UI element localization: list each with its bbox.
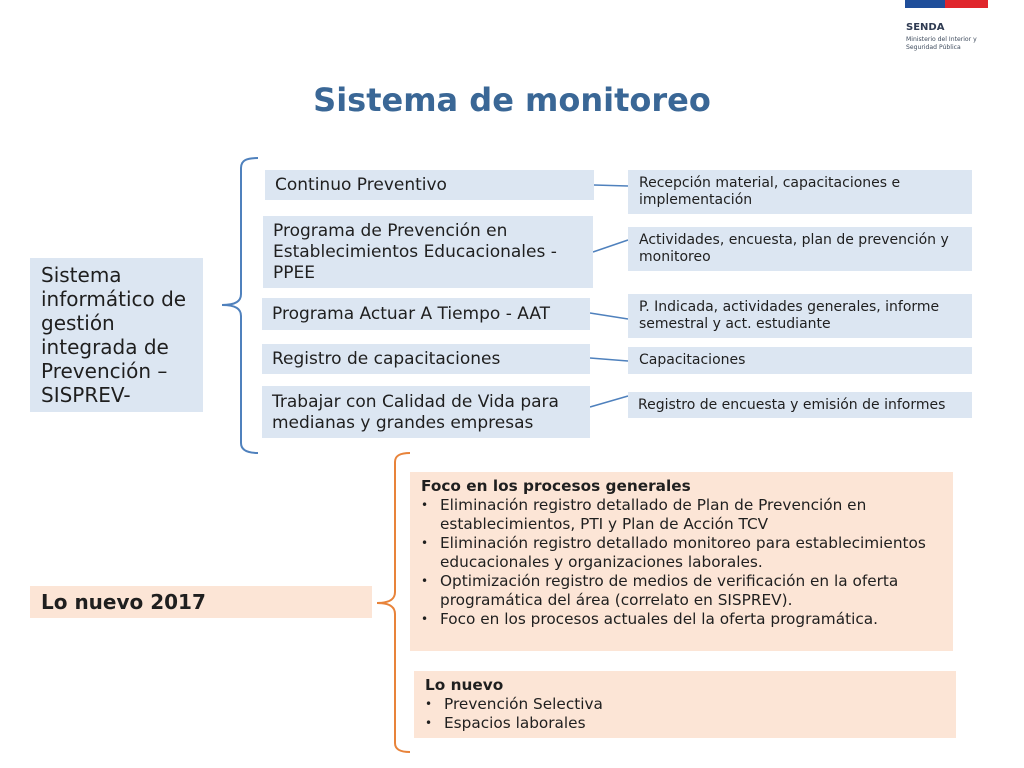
- program-box-continuo-preventivo: Continuo Preventivo: [265, 170, 594, 200]
- records-box-ppee: Actividades, encuesta, plan de prevención y monitoreo: [628, 227, 972, 271]
- program-box-ppee: Programa de Prevención en Establecimientos Educacionales - PPEE: [263, 216, 593, 288]
- slide-title: Sistema de monitoreo: [313, 81, 711, 119]
- logo-flag-blue-stripe: [905, 0, 945, 8]
- records-box-registro-capacitaciones: Capacitaciones: [628, 347, 972, 374]
- records-box-calidad-de-vida: Registro de encuesta y emisión de informes: [628, 392, 972, 418]
- new-items-bullet: • Prevención Selectiva: [425, 695, 948, 714]
- new-items-heading: Lo nuevo: [425, 676, 504, 694]
- logo-name: SENDA: [906, 22, 945, 33]
- connector-line-continuo: [594, 185, 628, 186]
- general-focus-bullet: • Foco en los procesos actuales del la oferta programática.: [421, 610, 945, 629]
- general-focus-bullet: • Eliminación registro detallado monitoreo para establecimientos educacionales y organizaciones laborales.: [421, 534, 945, 572]
- news-2017-curly-bracket: [377, 453, 410, 752]
- logo-ministry-line-1: Ministerio del Interior y: [906, 36, 977, 43]
- general-focus-bullet: • Optimización registro de medios de verificación en la oferta programática del área (correlato en SISPREV).: [421, 572, 945, 610]
- records-box-continuo-preventivo: Recepción material, capacitaciones e implementación: [628, 170, 972, 214]
- logo-ministry-line-2: Seguridad Pública: [906, 44, 961, 51]
- general-focus-bullet: • Eliminación registro detallado de Plan de Prevención en establecimientos, PTI y Plan de Acción TCV: [421, 496, 945, 534]
- logo-flag-red-stripe: [945, 0, 988, 8]
- program-box-aat: Programa Actuar A Tiempo - AAT: [262, 298, 590, 330]
- program-box-registro-capacitaciones: Registro de capacitaciones: [262, 344, 590, 374]
- connector-line-calidad-de-vida: [590, 396, 628, 407]
- connector-line-aat: [590, 313, 628, 319]
- sisprev-curly-bracket: [222, 158, 258, 453]
- new-items-bullet: • Espacios laborales: [425, 714, 948, 733]
- news-2017-label: Lo nuevo 2017: [30, 586, 372, 618]
- sisprev-system-box: Sistema informático de gestión integrada de Prevención – SISPREV-: [30, 258, 203, 412]
- general-focus-heading: Foco en los procesos generales: [421, 477, 691, 495]
- records-box-aat: P. Indicada, actividades generales, informe semestral y act. estudiante: [628, 294, 972, 338]
- new-items-box: [414, 671, 956, 738]
- program-box-calidad-de-vida: Trabajar con Calidad de Vida para medianas y grandes empresas: [262, 386, 590, 438]
- connector-line-ppee: [593, 240, 628, 252]
- connector-line-capacitaciones: [590, 358, 628, 361]
- general-focus-box: [410, 472, 953, 651]
